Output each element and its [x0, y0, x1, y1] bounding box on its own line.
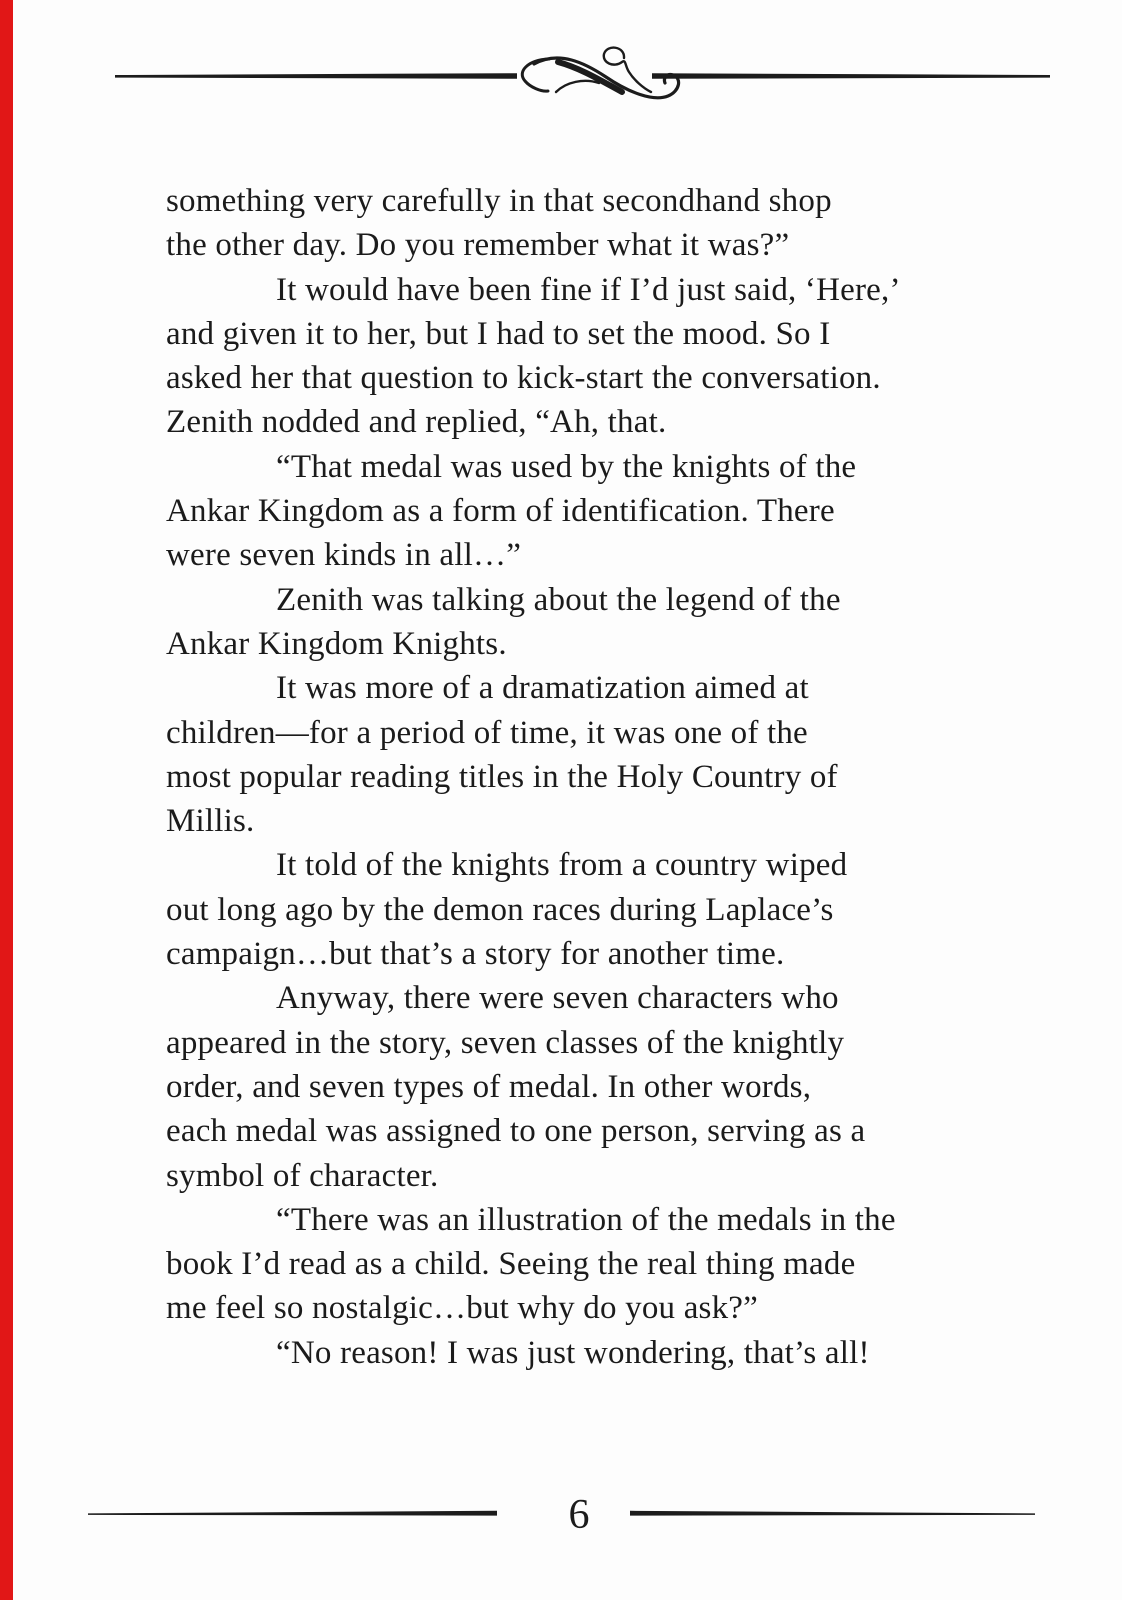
text-line: Millis. — [166, 803, 255, 840]
text-line: It told of the knights from a country wiped — [276, 847, 848, 884]
text-line: each medal was assigned to one person, serving as a — [166, 1113, 866, 1150]
text-line: out long ago by the demon races during Laplace’s — [166, 891, 834, 928]
text-line: and given it to her, but I had to set the mood. So I — [166, 315, 831, 352]
text-line: symbol of character. — [166, 1157, 439, 1194]
text-line: “That medal was used by the knights of the — [276, 448, 857, 485]
section-divider — [0, 0, 1122, 130]
text-line: most popular reading titles in the Holy Country of — [166, 758, 838, 795]
text-line: Zenith was talking about the legend of the — [276, 581, 841, 618]
text-line: Zenith nodded and replied, “Ah, that. — [166, 404, 667, 441]
text-line: appeared in the story, seven classes of the knightly — [166, 1024, 845, 1061]
text-line: “No reason! I was just wondering, that’s all! — [276, 1334, 870, 1371]
text-line: order, and seven types of medal. In other words, — [166, 1068, 812, 1105]
text-line: book I’d read as a child. Seeing the real thing made — [166, 1246, 856, 1283]
text-line: Ankar Kingdom Knights. — [166, 625, 507, 662]
text-line: Ankar Kingdom as a form of identification. There — [166, 493, 835, 530]
text-line: the other day. Do you remember what it was?” — [166, 227, 790, 264]
text-line: It was more of a dramatization aimed at — [276, 670, 809, 707]
text-line: asked her that question to kick-start the conversation. — [166, 360, 881, 397]
text-line: Anyway, there were seven characters who — [276, 980, 839, 1017]
page-text — [166, 179, 986, 1375]
text-line: It would have been fine if I’d just said, ‘Here,’ — [276, 271, 901, 308]
text-line: were seven kinds in all…” — [166, 537, 522, 574]
page-number: 6 — [568, 1492, 590, 1538]
text-line: “There was an illustration of the medals in the — [276, 1201, 896, 1238]
flourish-ornament-icon — [522, 48, 678, 98]
text-line: me feel so nostalgic…but why do you ask?” — [166, 1290, 758, 1327]
text-line: children—for a period of time, it was one of the — [166, 714, 808, 751]
text-line: campaign…but that’s a story for another time. — [166, 936, 785, 973]
divider-rule-left — [115, 73, 517, 79]
divider-rule-right — [652, 73, 1050, 79]
text-line: something very carefully in that secondhand shop — [166, 183, 832, 219]
page-edge-marker — [0, 0, 13, 1600]
